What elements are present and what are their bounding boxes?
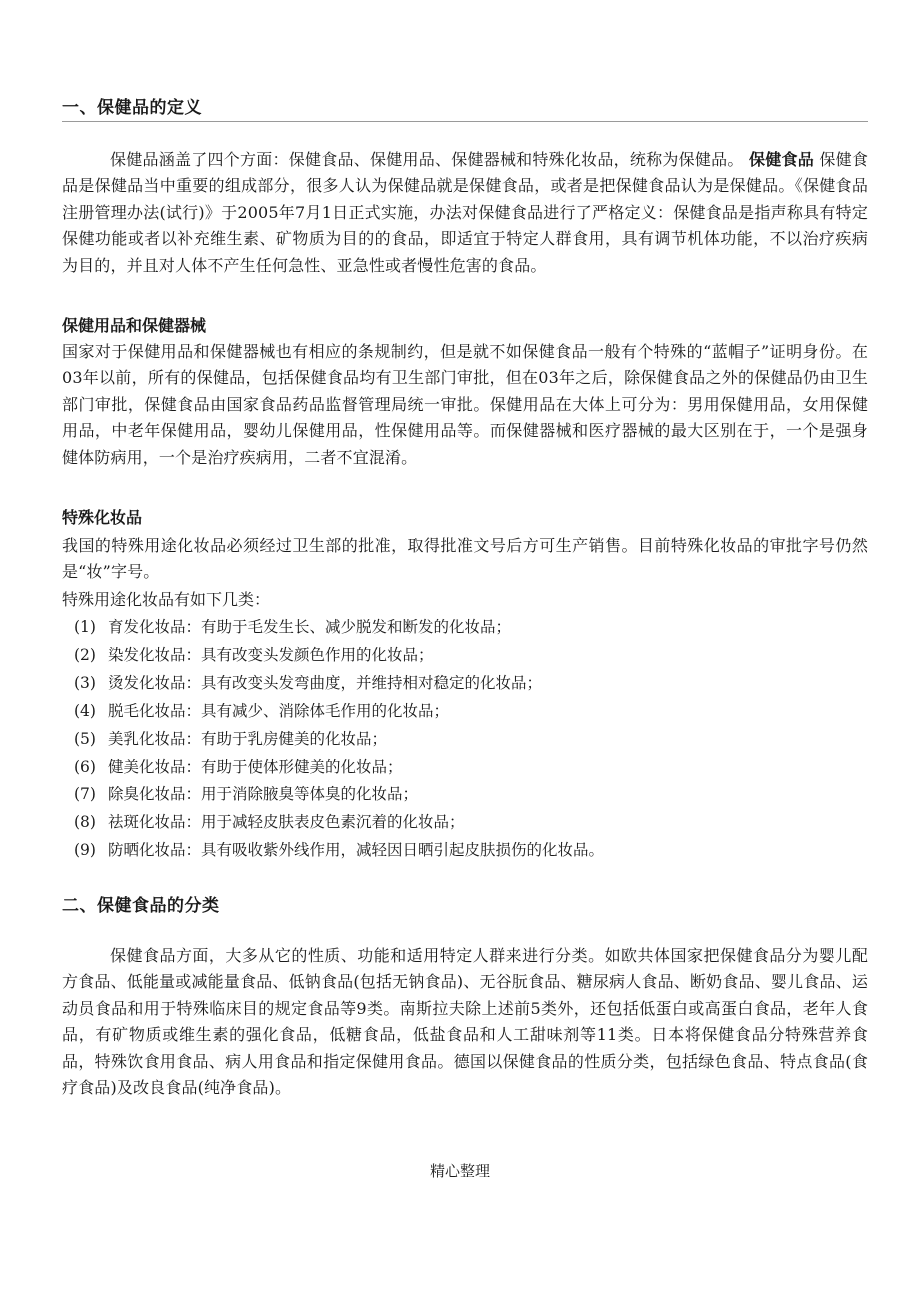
list-item: (8) 祛斑化妆品：用于减轻皮肤表皮色素沉着的化妆品； [74,813,465,832]
list-item: (9) 防晒化妆品：具有吸收紫外线作用，减轻因日晒引起皮肤损伤的化妆品。 [74,841,605,860]
cosmetics-list [74,614,604,865]
food-term: 保健食品 [749,150,814,169]
section1-heading: 一、保健品的定义 [62,98,202,118]
list-item: (2) 染发化妆品：具有改变头发颜色作用的化妆品； [74,645,434,664]
list-item: (7) 除臭化妆品：用于消除腋臭等体臭的化妆品； [74,785,419,804]
supplies-paragraph: 国家对于保健用品和保健器械也有相应的条规制约，但是就不如保健食品一般有个特殊的“蓝帽子”证明身份。在03年以前，所有的保健品，包括保健食品均有卫生部门审批，但在03年之后，除保健食品之外的保健品仍由卫生部门审批，保健食品由国家食品药品监督管理局统一审批。保健用品在大体上可分为：男用保健用品，女用保健用品，中老年保健用品，婴幼儿保健用品，性保健用品等。而保健器械和医疗器械的最大区别在于，一个是强身健体防病用，一个是治疗疾病用，二者不宜混淆。 [62,342,868,467]
section2-heading: 二、保健食品的分类 [62,896,220,916]
food-definition: 保健食品是保健品当中重要的组成部分，很多人认为保健品就是保健食品，或者是把保健食品认为是保健品。《保健食品注册管理办法(试行)》于2005年7月1日正式实施，办法对保健食品进行了严格定义：保健食品是指声称具有特定保健功能或者以补充维生素、矿物质为目的的食品，即适宜于特定人群食用，具有调节机体功能，不以治疗疾病为目的，并且对人体不产生任何急性、亚急性或者慢性危害的食品。 [62,150,868,275]
list-item: (4) 脱毛化妆品：具有减少、消除体毛作用的化妆品； [74,701,450,720]
cosmetics-heading: 特殊化妆品 [62,508,143,527]
list-item: (5) 美乳化妆品：有助于乳房健美的化妆品； [74,729,388,748]
list-item: (3) 烫发化妆品：具有改变头发弯曲度，并维持相对稳定的化妆品； [74,673,543,692]
footer-text: 精心整理 [429,1162,490,1180]
supplies-heading: 保健用品和保健器械 [62,316,207,335]
cosmetics-list-intro: 特殊用途化妆品有如下几类： [62,590,271,609]
list-item: (1) 育发化妆品：有助于毛发生长、减少脱发和断发的化妆品； [74,618,512,636]
cosmetics-paragraph: 我国的特殊用途化妆品必须经过卫生部的批准，取得批准文号后方可生产销售。目前特殊化妆品的审批字号仍然是“妆”字号。 [62,536,868,582]
classification-paragraph: 保健食品方面，大多从它的性质、功能和适用特定人群来进行分类。如欧共体国家把保健食品分为婴儿配方食品、低能量或减能量食品、低钠食品(包括无钠食品)、无谷朊食品、糖尿病人食品、断奶食品、婴儿食品、运动员食品和用于特殊临床目的规定食品等9类。南斯拉夫除上述前5类外，还包括低蛋白或高蛋白食品，老年人食品，有矿物质或维生素的强化食品，低糖食品，低盐食品和人工甜味剂等11类。日本将保健食品分特殊营养食品，特殊饮食用食品、病人用食品和指定保健用食品。德国以保健食品的性质分类，包括绿色食品、特点食品(食疗食品)及改良食品(纯净食品)。 [62,946,868,1098]
definition-paragraph [62,147,868,279]
section1-heading-rule [62,121,868,122]
list-item: (6) 健美化妆品：有助于使体形健美的化妆品； [74,757,403,776]
definition-intro: 保健品涵盖了四个方面：保健食品、保健用品、保健器械和特殊化妆品，统称为保健品。 [110,150,744,169]
